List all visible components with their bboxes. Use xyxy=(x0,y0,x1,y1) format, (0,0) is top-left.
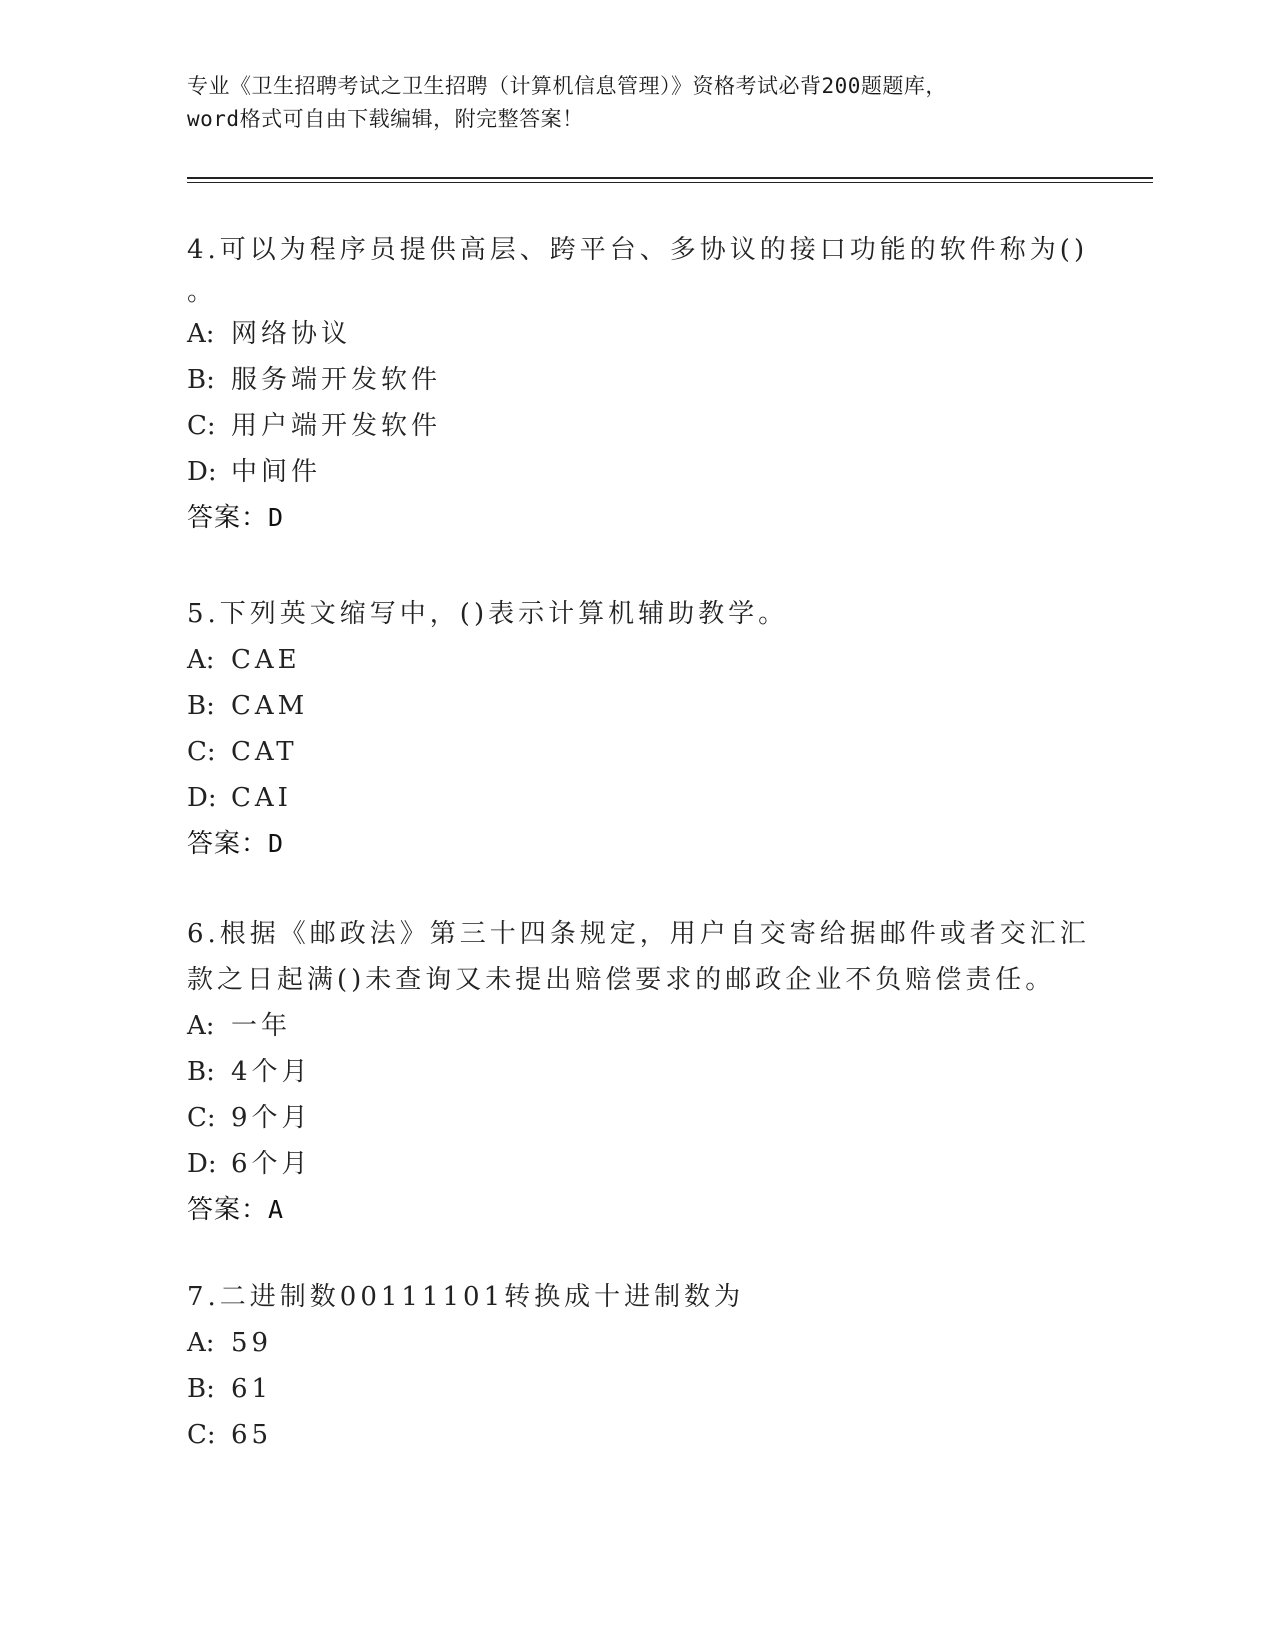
option-b: B: 服务端开发软件 xyxy=(187,365,442,395)
question-stem-continued: 。 xyxy=(187,277,214,307)
option-c: C: 65 xyxy=(187,1420,273,1450)
document-header xyxy=(187,70,1087,136)
header-divider-thin xyxy=(187,182,1153,183)
question-stem-continued: 款之日起满()未查询又未提出赔偿要求的邮政企业不负赔偿责任。 xyxy=(187,965,1056,995)
option-c: C: CAT xyxy=(187,737,298,767)
option-d: D: 6个月 xyxy=(187,1149,312,1179)
answer: 答案：D xyxy=(187,829,285,859)
option-a: A: 一年 xyxy=(187,1011,292,1041)
option-c: C: 用户端开发软件 xyxy=(187,411,442,441)
option-d: D: CAI xyxy=(187,783,292,813)
option-a: A: 网络协议 xyxy=(187,319,352,349)
question-5 xyxy=(187,591,1087,867)
question-stem: 5.下列英文缩写中，()表示计算机辅助教学。 xyxy=(187,599,789,629)
question-stem: 7.二进制数00111101转换成十进制数为 xyxy=(187,1282,745,1312)
header-line-1: 专业《卫生招聘考试之卫生招聘（计算机信息管理）》资格考试必背200题题库， xyxy=(187,74,947,98)
question-stem: 4.可以为程序员提供高层、跨平台、多协议的接口功能的软件称为() xyxy=(187,235,1089,265)
option-a: A: CAE xyxy=(187,645,301,675)
answer: 答案：D xyxy=(187,503,285,533)
question-stem: 6.根据《邮政法》第三十四条规定，用户自交寄给据邮件或者交汇汇 xyxy=(187,919,1090,949)
option-d: D: 中间件 xyxy=(187,457,322,487)
option-b: B: CAM xyxy=(187,691,309,721)
option-b: B: 61 xyxy=(187,1374,273,1404)
header-divider-thick xyxy=(187,177,1153,179)
option-b: B: 4个月 xyxy=(187,1057,312,1087)
header-line-2: word格式可自由下载编辑，附完整答案！ xyxy=(187,107,584,131)
question-7 xyxy=(187,1274,1087,1458)
question-4 xyxy=(187,227,1087,541)
option-a: A: 59 xyxy=(187,1328,273,1358)
question-6 xyxy=(187,911,1090,1233)
option-c: C: 9个月 xyxy=(187,1103,312,1133)
answer: 答案：A xyxy=(187,1195,285,1225)
